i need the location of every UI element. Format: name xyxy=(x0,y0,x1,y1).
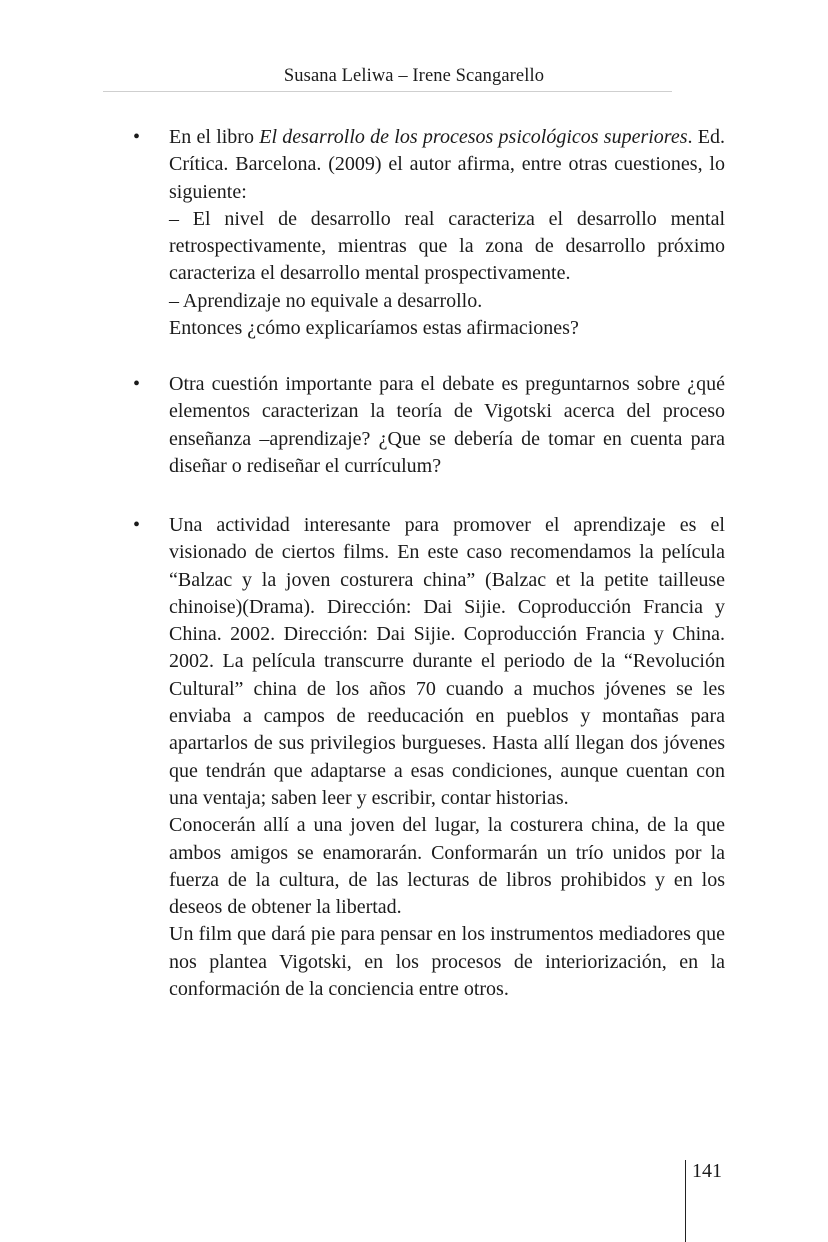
bullet-icon: • xyxy=(133,514,141,536)
quote-line: – El nivel de desarrollo real caracteriza el desarrollo mental retrospectivamente, mientras que la zona de desarrollo próximo caracteriza el desarrollo mental prospectivamente. xyxy=(169,207,725,285)
question-line: Entonces ¿cómo explicaríamos estas afirmaciones? xyxy=(169,317,579,340)
bullet-icon: • xyxy=(133,126,141,148)
header-rule xyxy=(103,91,672,92)
paragraph: Conocerán allí a una joven del lugar, la costurera china, de la que ambos amigos se enamorarán. Conformarán un trío unidos por la fuerza de la cultura, de las lecturas de libros prohibidos y en los deseos de obtener la libertad. xyxy=(169,814,725,919)
paragraph: Una actividad interesante para promover el aprendizaje es el visionado de ciertos films. En este caso recomendamos la película “Balzac y la joven costurera china” (Balzac et la petite tailleuse chinoise)(Drama). Dirección: Dai Sijie. Coproducción Francia y China. 2002. Dirección: Dai Sijie. Coproducción Francia y China. 2002. La película transcurre durante el periodo de la “Revolución Cultural” china de los años 70 cuando a muchos jóvenes se les enviaba a campos de reeducación en pueblos y montañas para apartarlos de sus privilegios burgueses. Hasta allí llegan dos jóvenes que tendrán que adaptarse a esas condiciones, aunque cuentan con una ventaja; saben leer y escribir, contar historias. xyxy=(169,514,725,809)
running-header-authors: Susana Leliwa – Irene Scangarello xyxy=(283,66,545,86)
bullet-item-body xyxy=(169,124,725,342)
book-reference-paragraph xyxy=(169,124,725,206)
bullet-item-body xyxy=(169,512,725,1003)
book-title: El desarrollo de los procesos psicológicos superiores xyxy=(259,126,688,148)
intro-text-continued: . Ed. Crítica. Barcelona. (2009) el autor afirma, entre otras cuestiones, lo siguiente: xyxy=(169,126,726,203)
bullet-item-body xyxy=(169,371,725,480)
paragraph: Otra cuestión importante para el debate es preguntarnos sobre ¿qué elementos caracterizan la teoría de Vigotski acerca del proceso enseñanza –aprendizaje? ¿Que se debería de tomar en cuenta para diseñar o rediseñar el currículum? xyxy=(169,373,725,477)
bullet-icon: • xyxy=(133,373,141,395)
page-number-rule xyxy=(685,1160,686,1242)
page-number: 141 xyxy=(692,1160,722,1182)
paragraph: Un film que dará pie para pensar en los instrumentos mediadores que nos plantea Vigotski, en los procesos de interiorización, en la conformación de la conciencia entre otros. xyxy=(169,923,725,1001)
intro-text: En el libro xyxy=(169,126,260,148)
quote-line: – Aprendizaje no equivale a desarrollo. xyxy=(169,289,483,312)
